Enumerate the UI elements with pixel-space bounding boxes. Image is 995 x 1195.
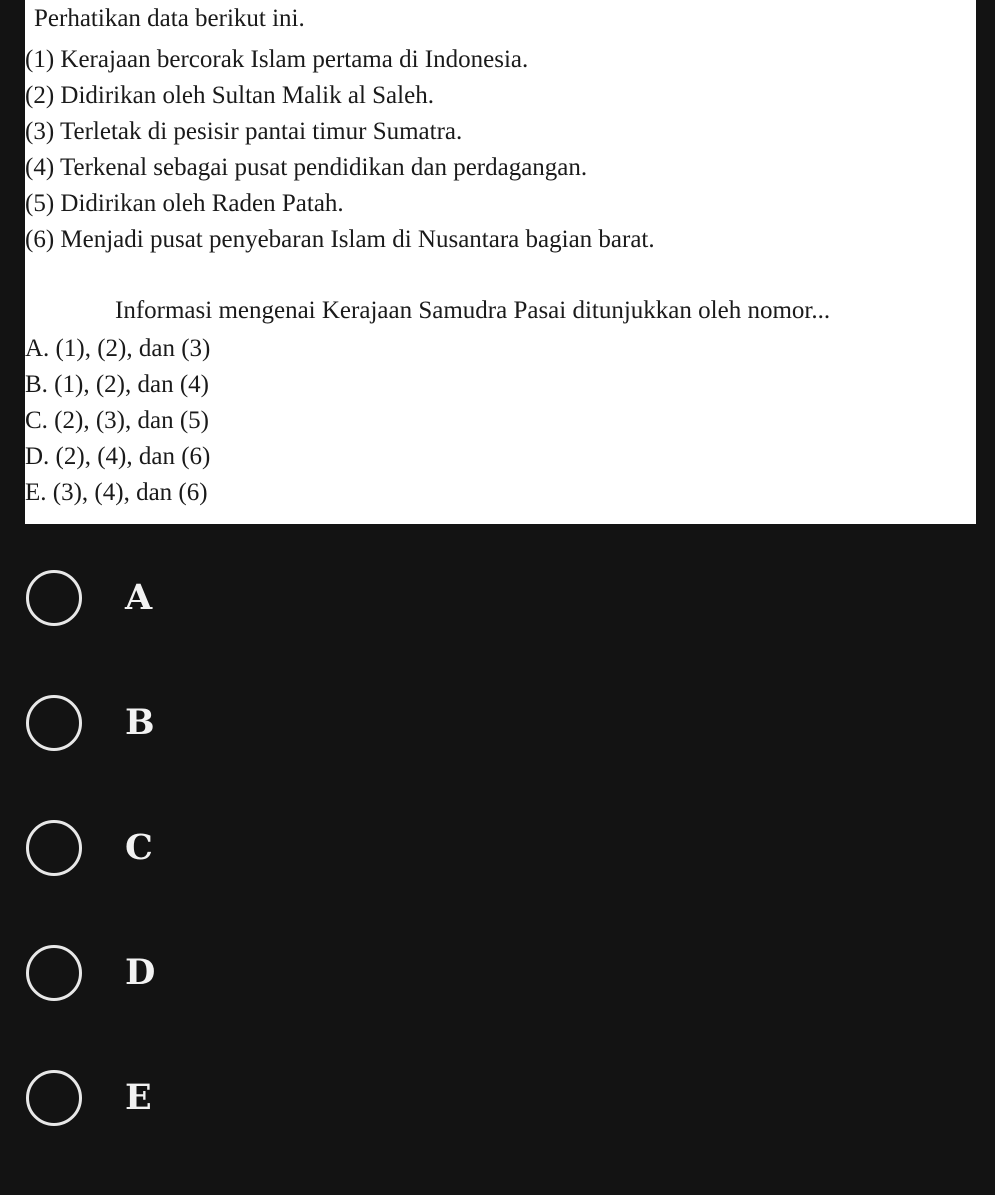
- answer-choice-c[interactable]: [0, 820, 995, 945]
- radio-button-a[interactable]: [26, 570, 82, 626]
- option-text-b: B. (1), (2), dan (4): [25, 371, 209, 398]
- question-image: [25, 0, 976, 524]
- choice-letter-d: D: [125, 952, 156, 993]
- radio-button-d[interactable]: [26, 945, 82, 1001]
- question-prompt: Informasi mengenai Kerajaan Samudra Pasai ditunjukkan oleh nomor...: [115, 297, 831, 324]
- option-text-a: A. (1), (2), dan (3): [25, 335, 211, 362]
- statement-5: (5) Didirikan oleh Raden Patah.: [25, 190, 344, 217]
- option-text-d: D. (2), (4), dan (6): [25, 443, 211, 470]
- statement-2: (2) Didirikan oleh Sultan Malik al Saleh.: [25, 82, 434, 109]
- statement-3: (3) Terletak di pesisir pantai timur Sumatra.: [25, 118, 463, 145]
- choice-letter-e: E: [125, 1077, 152, 1118]
- statement-4: (4) Terkenal sebagai pusat pendidikan dan perdagangan.: [25, 154, 588, 181]
- radio-button-c[interactable]: [26, 820, 82, 876]
- statement-6: (6) Menjadi pusat penyebaran Islam di Nusantara bagian barat.: [25, 226, 655, 253]
- answer-choice-b[interactable]: [0, 695, 995, 820]
- question-intro: Perhatikan data berikut ini.: [34, 5, 305, 32]
- choice-letter-b: B: [125, 702, 155, 743]
- answer-choice-e[interactable]: [0, 1070, 995, 1195]
- answer-choice-a[interactable]: [0, 570, 995, 695]
- answer-choice-d[interactable]: [0, 945, 995, 1070]
- option-text-e: E. (3), (4), dan (6): [25, 479, 208, 506]
- radio-button-e[interactable]: [26, 1070, 82, 1126]
- statement-1: (1) Kerajaan bercorak Islam pertama di Indonesia.: [25, 46, 529, 73]
- radio-button-b[interactable]: [26, 695, 82, 751]
- choice-letter-a: A: [125, 577, 153, 618]
- choice-letter-c: C: [125, 827, 153, 868]
- option-text-c: C. (2), (3), dan (5): [25, 407, 209, 434]
